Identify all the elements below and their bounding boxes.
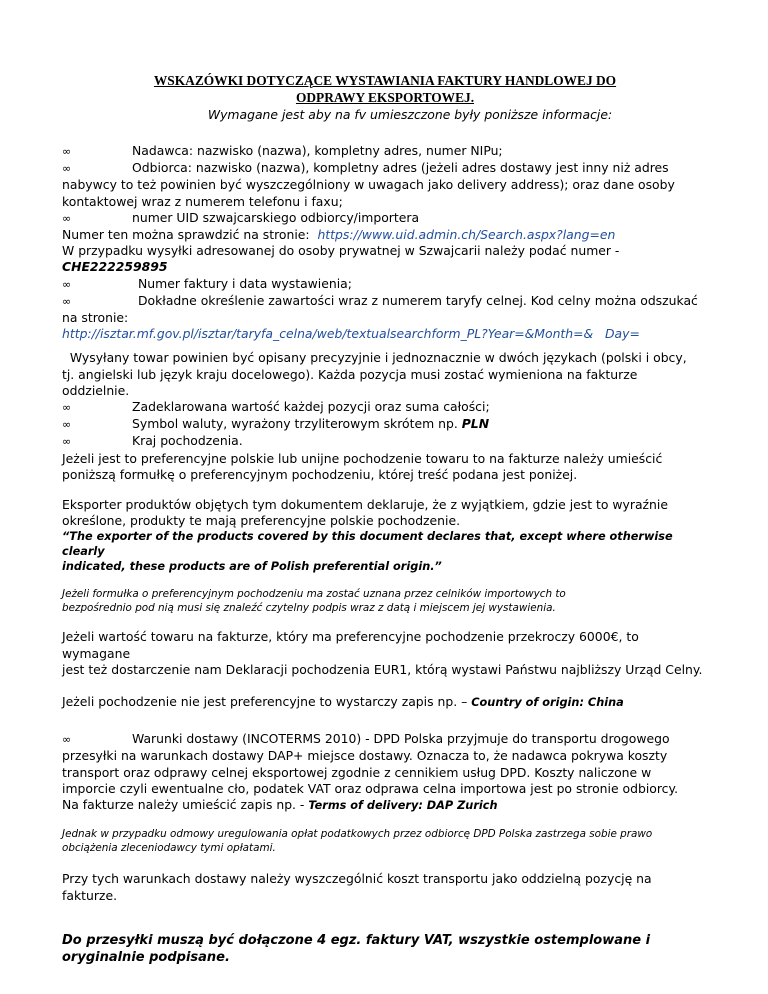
contents-cont: na stronie: (62, 310, 129, 326)
bullet-recipient: ∞ Odbiorca: nazwisko (nazwa), kompletny adres (jeżeli adres dostawy jest inny niż adres (62, 160, 708, 177)
eur1-text-1: Jeżeli wartość towaru na fakturze, który ma preferencyjne pochodzenie przekroczy 6000€, to wymagane (62, 629, 639, 661)
incoterms-cont-3: imporcie czyli ewentualne cło, podatek VAT oraz odprawa celna importowa jest po stronie odbiorcy. (62, 780, 679, 796)
bullet-sender: ∞ Nadawca: nazwisko (nazwa), kompletny adres, numer NIPu; (62, 143, 708, 160)
incoterms-cont-2: transport oraz odprawy celnej eksportowej zgodnie z cennikiem usług DPD. Koszty naliczone w (62, 764, 652, 780)
bullet-invoice-number: ∞ Numer faktury i data wystawienia; (62, 276, 708, 293)
non-preferential: Jeżeli pochodzenie nie jest preferencyjne to wystarczy zapis np. – Country of origin: China (62, 694, 624, 710)
bullet-uid: ∞ numer UID szwajcarskiego odbiorcy/importera (62, 210, 708, 227)
transport-cost-note: Przy tych warunkach dostawy należy wyszczególnić koszt transportu jako oddzielną pozycję na fakturze. (62, 871, 652, 903)
bullet-icon: ∞ (62, 435, 72, 449)
exporter-declaration-1: Eksporter produktów objętych tym dokumentem deklaruje, że z wyjątkiem, gdzie jest to wyraźnie (62, 497, 668, 513)
exporter-declaration-en-2: indicated, these products are of Polish preferential origin.” (62, 560, 442, 574)
uid-link[interactable]: https://www.uid.admin.ch/Search.aspx?lang=en (317, 227, 616, 243)
final-requirement-1: Do przesyłki muszą być dołączone 4 egz. faktury VAT, wszystkie ostemplowane i (62, 932, 651, 948)
description-cont-1: tj. angielski lub język kraju docelowego). Każda pozycja musi zostać wymieniona na fakturze (62, 366, 638, 382)
exporter-declaration-en-1: “The exporter of the products covered by this document declares that, except where otherwise clearly (62, 530, 673, 559)
bullet-value: ∞ Zadeklarowana wartość każdej pozycji oraz suma całości; (62, 399, 708, 416)
eur1-text-2: jest też dostarczenie nam Deklaracji pochodzenia EUR1, którą wystawi Państwu najbliższy Urząd Celny. (62, 661, 703, 677)
bullet-icon: ∞ (62, 277, 72, 291)
bullet-origin: ∞ Kraj pochodzenia. (62, 433, 708, 450)
bullet-incoterms: ∞ Warunki dostawy (INCOTERMS 2010) - DPD Polska przyjmuje do transportu drogowego (62, 731, 708, 748)
bullet-icon: ∞ (62, 162, 72, 176)
refusal-note-1: Jednak w przypadku odmowy uregulowania opłat podatkowych przez odbiorcę DPD Polska zastrzega sobie prawo (62, 828, 653, 841)
bullet-icon: ∞ (62, 733, 72, 747)
bullet-icon: ∞ (62, 145, 72, 158)
tariff-link[interactable]: http://isztar.mf.gov.pl/isztar/taryfa_celna/web/textualsearchform_PL?Year=&Month=& Day= (62, 326, 640, 342)
bullet-icon: ∞ (62, 211, 72, 225)
subtitle: Wymagane jest aby na fv umieszczone były poniższe informacje: (207, 107, 613, 122)
recipient-cont-1: nabywcy to też powinien być wyszczególniony w uwagach jako delivery address); oraz dane osoby (62, 177, 675, 193)
exporter-declaration-2: określone, produkty te mają preferencyjne polskie pochodzenie. (62, 513, 461, 529)
incoterms-cont-1: przesyłki na warunkach dostawy DAP+ miejsce dostawy. Oznacza to, że nadawca pokrywa koszty (62, 748, 668, 764)
description-cont-2: oddzielnie. (62, 382, 130, 398)
uid-check: Numer ten można sprawdzić na stronie: https://www.uid.admin.ch/Search.aspx?lang=en (62, 227, 616, 243)
bullet-currency: ∞ Symbol waluty, wyrażony trzyliterowym skrótem np. PLN (62, 416, 708, 433)
signature-note-2: bezpośrednio pod nią musi się znaleźć czytelny podpis wraz z datą i miejscem jej wystawienia. (62, 601, 556, 614)
recipient-cont-2: kontaktowej wraz z numerem telefonu i faxu; (62, 193, 343, 209)
description-para: Wysyłany towar powinien być opisany precyzyjnie i jednoznacznie w dwóch językach (polski i obcy, (69, 350, 687, 366)
bullet-icon: ∞ (62, 294, 72, 308)
final-requirement-2: oryginalnie podpisane. (62, 949, 230, 965)
private-number: CHE222259895 (62, 259, 168, 275)
bullet-contents: ∞ Dokładne określenie zawartości wraz z numerem taryfy celnej. Kod celny można odszukać (62, 293, 708, 310)
preference-text-1: Jeżeli jest to preferencyjne polskie lub unijne pochodzenie towaru to na fakturze należy umieścić (62, 450, 663, 466)
preference-text-2: poniższą formułkę o preferencyjnym pochodzeniu, której treść podana jest poniżej. (62, 466, 578, 482)
private-text: W przypadku wysyłki adresowanej do osoby prywatnej w Szwajcarii należy podać numer - (62, 243, 620, 259)
refusal-note-2: obciążenia zleceniodawcy tymi opłatami. (62, 841, 276, 854)
bullet-icon: ∞ (62, 418, 72, 432)
document-page (62, 72, 708, 966)
document-title: WSKAZÓWKI DOTYCZĄCE WYSTAWIANIA FAKTURY HANDLOWEJ DO ODPRAWY EKSPORTOWEJ. (153, 73, 617, 105)
signature-note-1: Jeżeli formułka o preferencyjnym pochodzeniu ma zostać uznana przez celników importowych to (62, 588, 566, 601)
incoterms-cont-4: Na fakturze należy umieścić zapis np. - Terms of delivery: DAP Zurich (62, 797, 498, 813)
bullet-icon: ∞ (62, 401, 72, 415)
